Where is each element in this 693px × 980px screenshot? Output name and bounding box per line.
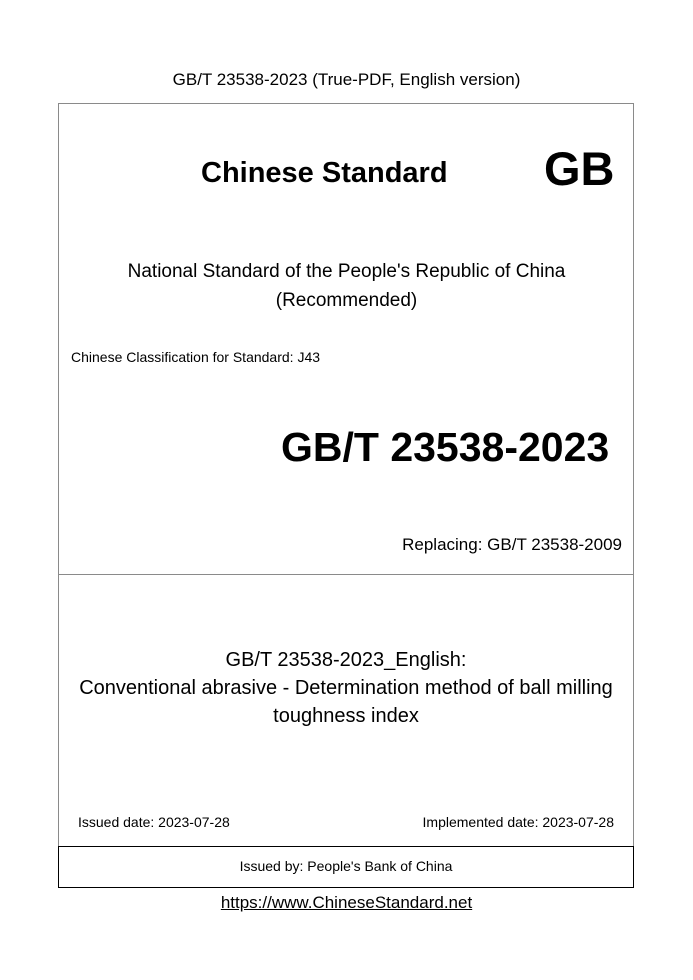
footer-link-container [0, 893, 693, 913]
implemented-date: Implemented date: 2023-07-28 [422, 814, 614, 830]
national-standard-line: National Standard of the People's Republic of China [127, 261, 566, 282]
title-line-2: Conventional abrasive - Determination method of ball milling [79, 677, 613, 699]
website-link[interactable]: https://www.ChineseStandard.net [220, 893, 473, 912]
chinese-standard-heading: Chinese Standard [201, 157, 448, 189]
document-header: GB/T 23538-2023 (True-PDF, English version) [172, 70, 521, 89]
title-line-3: toughness index [273, 705, 419, 727]
recommended-line: (Recommended) [275, 290, 418, 311]
issued-by-text: Issued by: People's Bank of China [239, 858, 453, 874]
national-standard-block [0, 257, 693, 315]
replacing-text: Replacing: GB/T 23538-2009 [402, 535, 622, 554]
gb-mark: GB [544, 142, 615, 195]
title-line-1: GB/T 23538-2023_English: [225, 649, 467, 671]
classification-text: Chinese Classification for Standard: J43 [71, 349, 321, 365]
issued-by-box [58, 846, 634, 888]
document-title [58, 646, 634, 730]
issued-date: Issued date: 2023-07-28 [78, 814, 230, 830]
standard-number: GB/T 23538-2023 [281, 424, 610, 470]
